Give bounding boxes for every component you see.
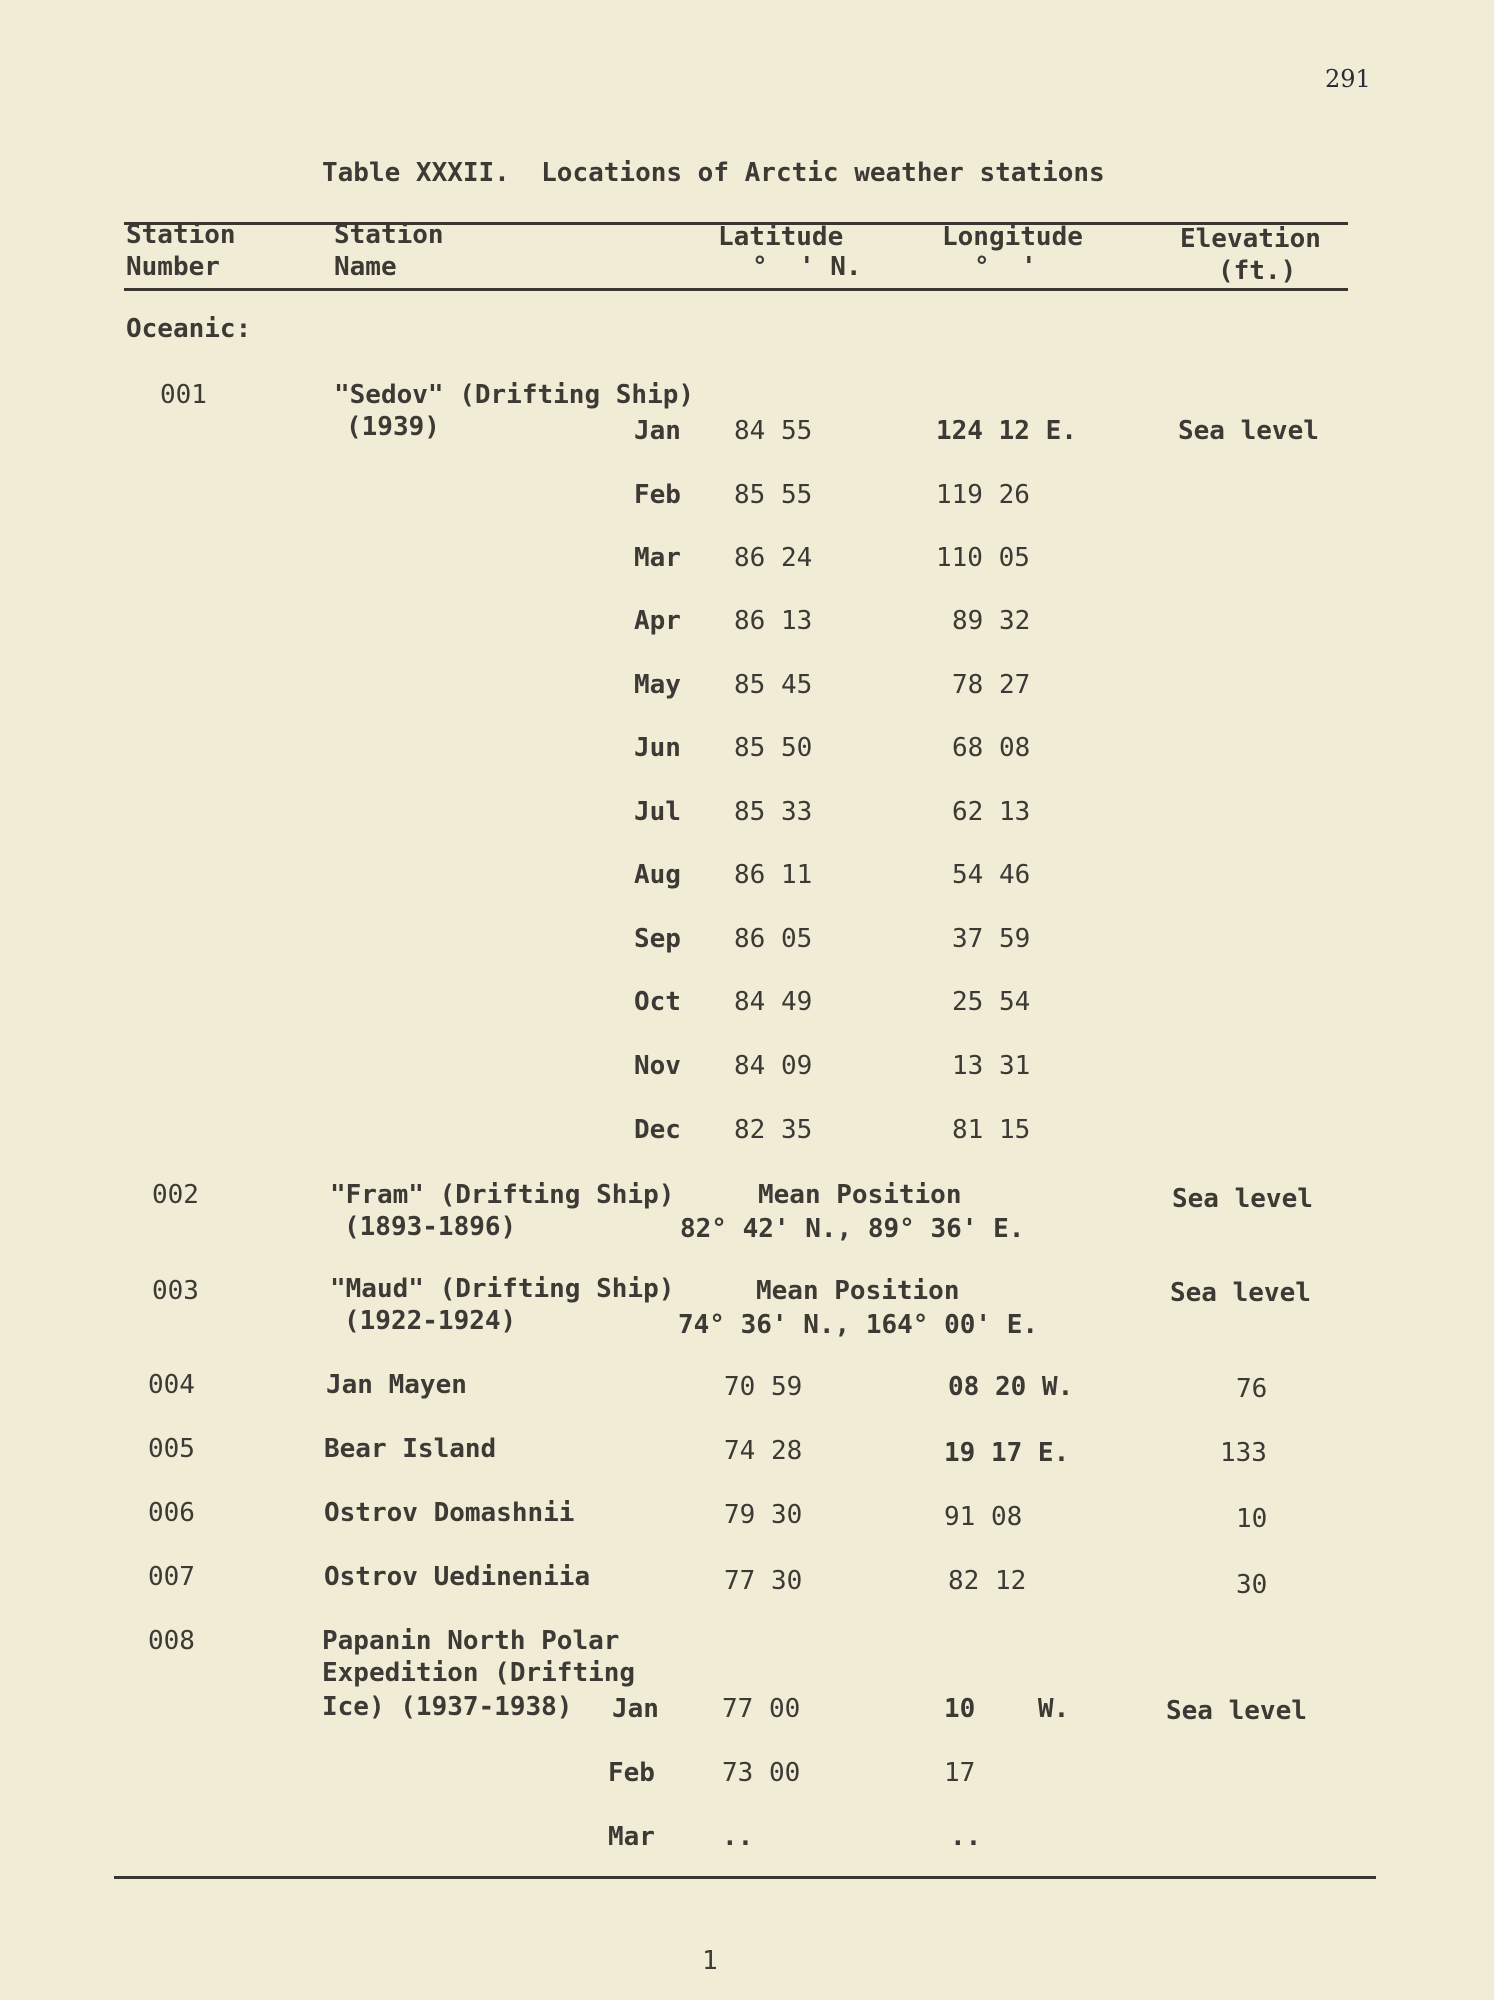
- longitude-value: 91 08: [944, 1502, 1023, 1532]
- latitude-value: 84 09: [734, 1051, 813, 1081]
- header-name-1: Station: [334, 220, 444, 250]
- station-name-year: (1893-1896): [344, 1212, 517, 1242]
- month-label: Mar: [608, 1822, 655, 1852]
- longitude-value: 68 08: [952, 733, 1031, 763]
- elevation-value: 10: [1236, 1504, 1268, 1534]
- elevation-value: Sea level: [1178, 416, 1319, 446]
- longitude-value: 62 13: [952, 797, 1031, 827]
- month-label: Dec: [634, 1115, 681, 1145]
- mean-position-value: 74° 36' N., 164° 00' E.: [678, 1310, 1039, 1340]
- latitude-value: ..: [722, 1822, 754, 1852]
- station-name: "Fram" (Drifting Ship): [330, 1180, 675, 1210]
- latitude-value: 86 11: [734, 860, 813, 890]
- elevation-value: Sea level: [1172, 1184, 1313, 1214]
- table-title: Table XXXII. Locations of Arctic weather stations: [322, 158, 1105, 188]
- latitude-value: 85 33: [734, 797, 813, 827]
- longitude-value: 10 W.: [944, 1694, 1070, 1724]
- station-number: 003: [152, 1276, 199, 1306]
- latitude-value: 85 45: [734, 670, 813, 700]
- longitude-value: 37 59: [952, 924, 1031, 954]
- longitude-value: 17: [944, 1758, 976, 1788]
- station-name: "Sedov" (Drifting Ship): [334, 380, 695, 410]
- header-lon-1: Longitude: [942, 222, 1083, 252]
- month-label: Jul: [634, 797, 681, 827]
- station-name-year: (1922-1924): [344, 1306, 517, 1336]
- longitude-value: 89 32: [952, 606, 1031, 636]
- month-label: Feb: [634, 480, 681, 510]
- latitude-value: 73 00: [722, 1758, 801, 1788]
- page-mark: 291: [1325, 65, 1371, 93]
- elevation-value: 133: [1220, 1438, 1267, 1468]
- longitude-value: 119 26: [936, 480, 1030, 510]
- elevation-value: Sea level: [1170, 1278, 1311, 1308]
- elevation-value: 30: [1236, 1570, 1268, 1600]
- bottom-rule: [114, 1876, 1376, 1879]
- station-name: Expedition (Drifting: [322, 1658, 636, 1688]
- station-number: 008: [148, 1626, 195, 1656]
- latitude-value: 85 50: [734, 733, 813, 763]
- station-name: Ostrov Domashnii: [324, 1498, 575, 1528]
- longitude-value: 81 15: [952, 1115, 1031, 1145]
- header-lat-1: Latitude: [718, 222, 844, 252]
- latitude-value: 82 35: [734, 1115, 813, 1145]
- latitude-value: 74 28: [724, 1436, 803, 1466]
- header-rule: [124, 288, 1348, 291]
- station-name: Bear Island: [324, 1434, 497, 1464]
- month-label: Jun: [634, 733, 681, 763]
- latitude-value: 77 30: [724, 1566, 803, 1596]
- month-label: Aug: [634, 860, 681, 890]
- longitude-value: 54 46: [952, 860, 1031, 890]
- latitude-value: 86 24: [734, 543, 813, 573]
- header-number-2: Number: [126, 252, 220, 282]
- month-label: Feb: [608, 1758, 655, 1788]
- latitude-value: 86 13: [734, 606, 813, 636]
- station-name: Jan Mayen: [326, 1370, 467, 1400]
- longitude-value: 78 27: [952, 670, 1031, 700]
- latitude-value: 77 00: [722, 1694, 801, 1724]
- latitude-value: 86 05: [734, 924, 813, 954]
- month-label: Mar: [634, 543, 681, 573]
- section-label: Oceanic:: [126, 314, 252, 344]
- station-number: 002: [152, 1180, 199, 1210]
- header-lat-2: ° ' N.: [752, 252, 862, 282]
- latitude-value: 70 59: [724, 1372, 803, 1402]
- latitude-value: 79 30: [724, 1500, 803, 1530]
- station-number: 005: [148, 1434, 195, 1464]
- station-name-year: (1939): [346, 412, 440, 442]
- mean-position-label: Mean Position: [756, 1276, 960, 1306]
- month-label: Nov: [634, 1051, 681, 1081]
- month-label: Oct: [634, 987, 681, 1017]
- station-number: 004: [148, 1370, 195, 1400]
- station-number: 006: [148, 1498, 195, 1528]
- header-number-1: Station: [126, 220, 236, 250]
- header-name-2: Name: [334, 252, 397, 282]
- latitude-value: 84 49: [734, 987, 813, 1017]
- station-name: Ostrov Uedineniia: [324, 1562, 591, 1592]
- station-name: "Maud" (Drifting Ship): [330, 1274, 675, 1304]
- mean-position-value: 82° 42' N., 89° 36' E.: [680, 1214, 1025, 1244]
- header-lon-2: ° ': [974, 252, 1037, 282]
- latitude-value: 84 55: [734, 416, 813, 446]
- longitude-value: 13 31: [952, 1051, 1031, 1081]
- elevation-value: 76: [1236, 1374, 1268, 1404]
- header-elev-1: Elevation: [1180, 224, 1321, 254]
- longitude-value: 19 17 E.: [944, 1438, 1070, 1468]
- longitude-value: 124 12 E.: [936, 416, 1077, 446]
- month-label: Apr: [634, 606, 681, 636]
- longitude-value: 08 20 W.: [948, 1372, 1074, 1402]
- station-name: Papanin North Polar: [322, 1626, 620, 1656]
- page-number: 1: [702, 1946, 718, 1976]
- header-elev-2: (ft.): [1218, 256, 1297, 286]
- month-label: May: [634, 670, 681, 700]
- longitude-value: 25 54: [952, 987, 1031, 1017]
- latitude-value: 85 55: [734, 480, 813, 510]
- month-label: Jan: [612, 1694, 659, 1724]
- station-number: 007: [148, 1562, 195, 1592]
- station-name: Ice) (1937-1938): [322, 1692, 573, 1722]
- longitude-value: 110 05: [936, 543, 1030, 573]
- mean-position-label: Mean Position: [758, 1180, 962, 1210]
- month-label: Jan: [634, 416, 681, 446]
- month-label: Sep: [634, 924, 681, 954]
- longitude-value: ..: [950, 1822, 982, 1852]
- elevation-value: Sea level: [1166, 1696, 1307, 1726]
- longitude-value: 82 12: [948, 1566, 1027, 1596]
- station-number: 001: [160, 380, 207, 410]
